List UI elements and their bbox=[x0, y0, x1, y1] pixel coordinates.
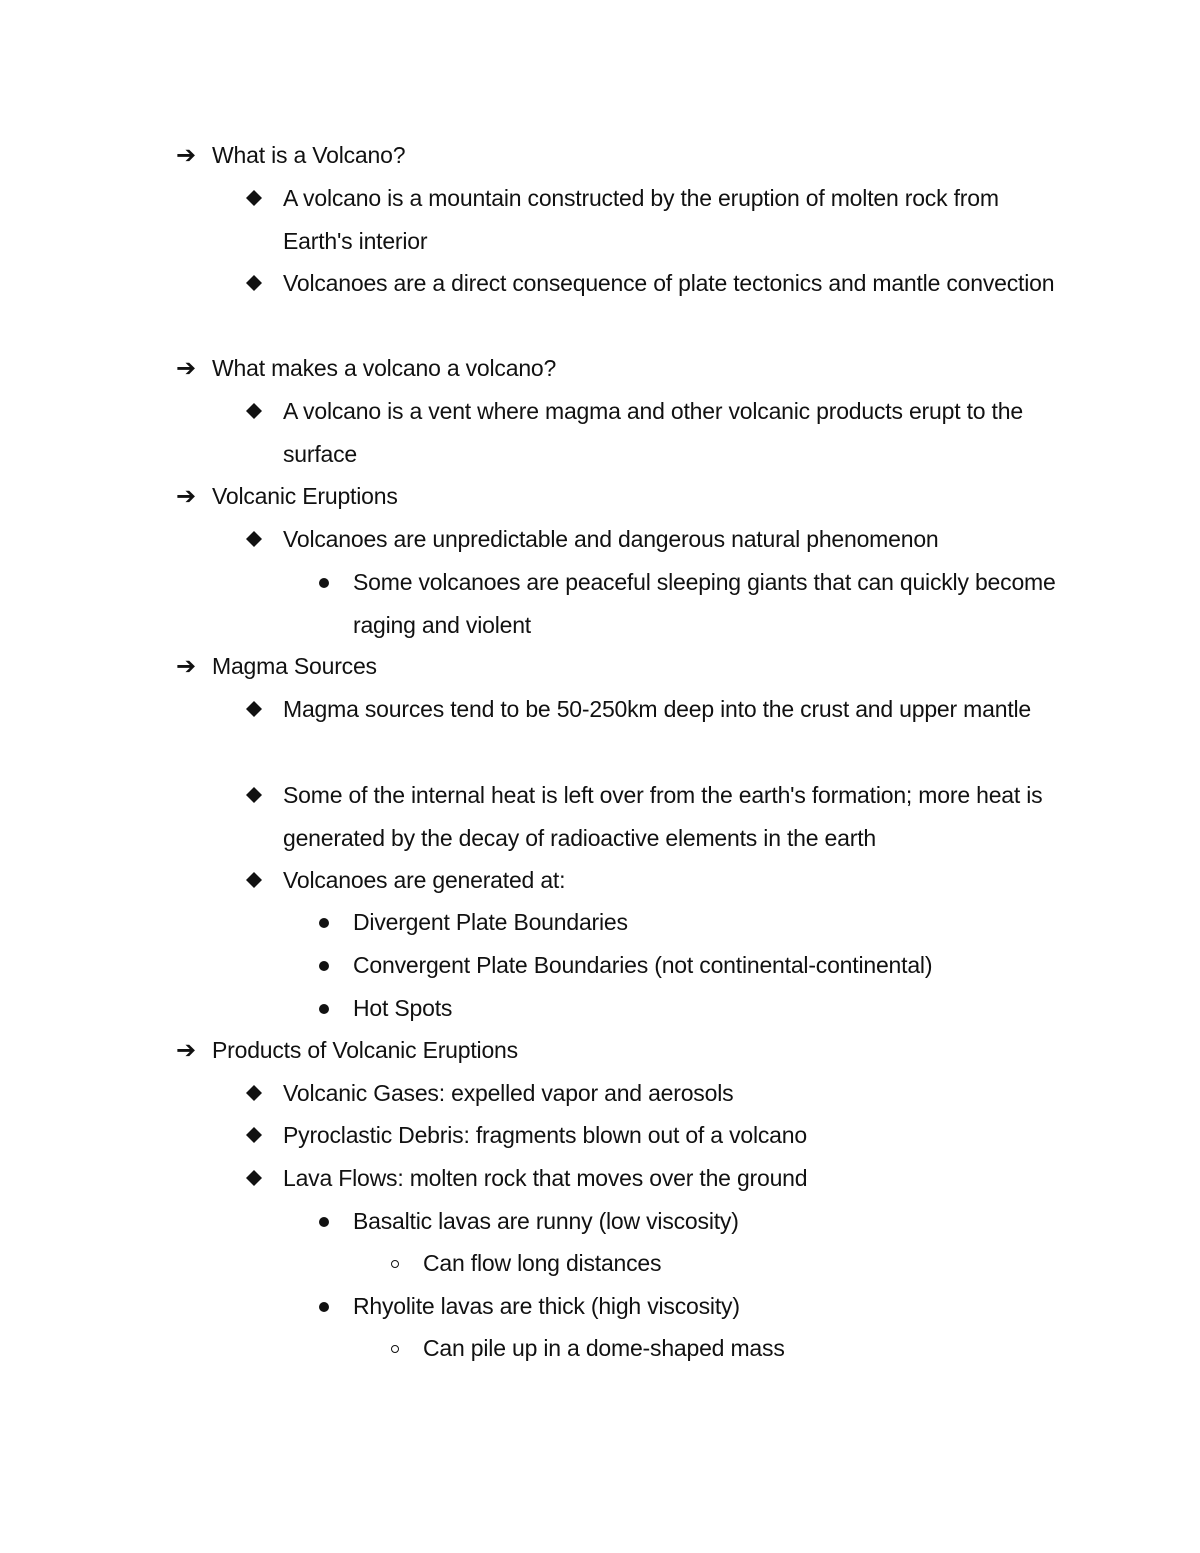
outline-item-level-2 bbox=[283, 1072, 1073, 1115]
diamond-icon bbox=[246, 403, 262, 419]
outline-item-text: Hot Spots bbox=[353, 995, 453, 1021]
outline-item-text: Magma Sources bbox=[212, 653, 377, 679]
hollow-circle-icon bbox=[391, 1260, 399, 1268]
filled-circle-icon bbox=[319, 918, 329, 928]
outline-item-text: Volcanic Gases: expelled vapor and aerosols bbox=[283, 1080, 734, 1106]
outline-item-text: Products of Volcanic Eruptions bbox=[212, 1037, 518, 1063]
outline-item-text: Basaltic lavas are runny (low viscosity) bbox=[353, 1208, 739, 1234]
diamond-icon bbox=[246, 872, 262, 888]
outline-item-level-2 bbox=[283, 177, 1073, 262]
outline-item-level-2 bbox=[283, 1157, 1073, 1200]
diamond-icon bbox=[246, 1127, 262, 1143]
diamond-icon bbox=[246, 787, 262, 803]
outline-item-text: Volcanoes are a direct consequence of plate tectonics and mantle convection bbox=[283, 270, 1055, 296]
outline-item-text: Lava Flows: molten rock that moves over the ground bbox=[283, 1165, 808, 1191]
outline-item-text: Divergent Plate Boundaries bbox=[353, 909, 628, 935]
outline-item-text: Rhyolite lavas are thick (high viscosity) bbox=[353, 1293, 740, 1319]
outline-item-text: Volcanic Eruptions bbox=[212, 483, 398, 509]
arrow-right-icon: ➔ bbox=[176, 482, 196, 510]
outline-item-text: What is a Volcano? bbox=[212, 142, 406, 168]
arrow-right-icon: ➔ bbox=[176, 1036, 196, 1064]
outline-item-level-2 bbox=[283, 859, 1073, 902]
outline-item-text: What makes a volcano a volcano? bbox=[212, 355, 557, 381]
outline-item-text: Pyroclastic Debris: fragments blown out of a volcano bbox=[283, 1122, 807, 1148]
outline-item-text: Some of the internal heat is left over from the earth's formation; more heat is generated by the decay of radioactive elements in the earth bbox=[283, 782, 1043, 851]
hollow-circle-icon bbox=[391, 1345, 399, 1353]
diamond-icon bbox=[246, 1170, 262, 1186]
outline-item-level-1 bbox=[176, 134, 1072, 177]
filled-circle-icon bbox=[319, 961, 329, 971]
filled-circle-icon bbox=[319, 1217, 329, 1227]
outline-item-text: Can flow long distances bbox=[423, 1250, 662, 1276]
diamond-icon bbox=[246, 531, 262, 547]
outline-item-text: Volcanoes are unpredictable and dangerous natural phenomenon bbox=[283, 526, 939, 552]
arrow-right-icon: ➔ bbox=[176, 354, 196, 382]
outline-item-text: Can pile up in a dome-shaped mass bbox=[423, 1335, 785, 1361]
outline-item-level-1 bbox=[176, 1029, 1072, 1072]
outline-item-level-3 bbox=[353, 1200, 1073, 1243]
outline-item-level-4 bbox=[423, 1242, 1073, 1285]
outline-item-text: Magma sources tend to be 50-250km deep into the crust and upper mantle bbox=[283, 696, 1032, 722]
diamond-icon bbox=[246, 1085, 262, 1101]
arrow-right-icon: ➔ bbox=[176, 141, 196, 169]
outline-item-text: Volcanoes are generated at: bbox=[283, 867, 566, 893]
outline-item-level-1 bbox=[176, 347, 1072, 390]
outline-item-level-3 bbox=[353, 561, 1073, 646]
outline-item-level-3 bbox=[353, 944, 1073, 987]
outline-item-level-3 bbox=[353, 1285, 1073, 1328]
outline-item-level-2 bbox=[283, 688, 1073, 731]
outline-item-text: A volcano is a vent where magma and other volcanic products erupt to the surface bbox=[283, 398, 1023, 467]
diamond-icon bbox=[246, 190, 262, 206]
outline-item-level-2 bbox=[283, 518, 1073, 561]
diamond-icon bbox=[246, 275, 262, 291]
filled-circle-icon bbox=[319, 1302, 329, 1312]
outline-item-level-1 bbox=[176, 645, 1072, 688]
outline-item-text: A volcano is a mountain constructed by the eruption of molten rock from Earth's interior bbox=[283, 185, 999, 254]
outline-item-level-3 bbox=[353, 901, 1073, 944]
outline-item-level-2 bbox=[283, 262, 1073, 305]
arrow-right-icon: ➔ bbox=[176, 652, 196, 680]
outline-item-level-2 bbox=[283, 390, 1073, 475]
outline-item-level-4 bbox=[423, 1327, 1073, 1370]
filled-circle-icon bbox=[319, 578, 329, 588]
outline-item-level-2 bbox=[283, 774, 1073, 859]
filled-circle-icon bbox=[319, 1004, 329, 1014]
outline-item-level-2 bbox=[283, 1114, 1073, 1157]
diamond-icon bbox=[246, 701, 262, 717]
outline-item-text: Some volcanoes are peaceful sleeping giants that can quickly become raging and violent bbox=[353, 569, 1056, 638]
outline-item-level-3 bbox=[353, 987, 1073, 1030]
outline-item-text: Convergent Plate Boundaries (not continental-continental) bbox=[353, 952, 933, 978]
outline-item-level-1 bbox=[176, 475, 1072, 518]
